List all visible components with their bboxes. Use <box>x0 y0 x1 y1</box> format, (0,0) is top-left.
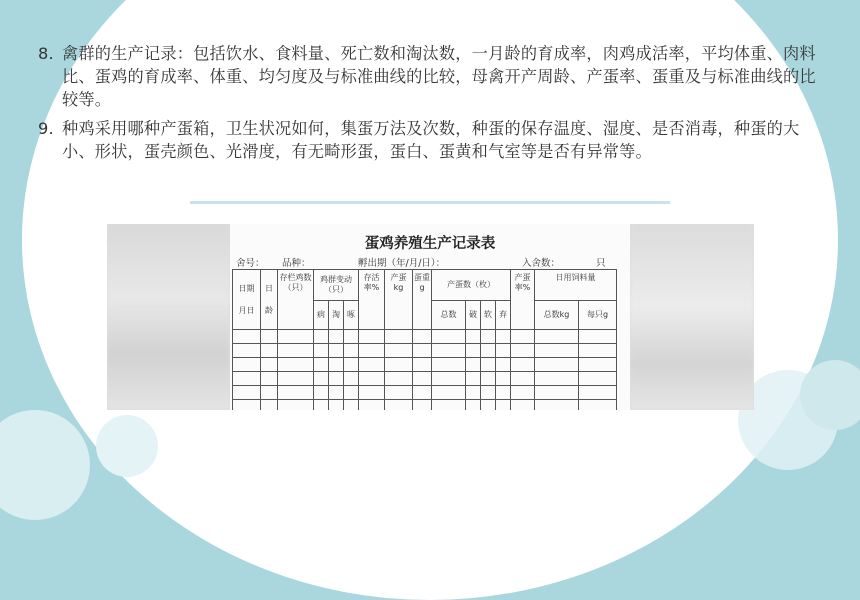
table-cell <box>413 372 432 386</box>
table-cell <box>579 358 617 372</box>
table-cell <box>359 386 385 400</box>
table-cell <box>511 358 535 372</box>
table-cell <box>278 400 314 411</box>
table-cell <box>385 400 413 411</box>
table-cell <box>413 344 432 358</box>
blurred-margin-right <box>630 224 754 410</box>
col-change: 鸡群变动（只） <box>314 270 359 301</box>
blurred-margin-left <box>107 224 230 410</box>
table-cell <box>359 344 385 358</box>
table-cell <box>233 372 261 386</box>
table-cell <box>466 386 481 400</box>
table-cell <box>261 344 278 358</box>
table-cell <box>511 330 535 344</box>
table-cell <box>432 344 466 358</box>
table-cell <box>385 386 413 400</box>
record-form-image <box>107 224 754 410</box>
table-cell <box>481 344 496 358</box>
table-cell <box>511 386 535 400</box>
table-cell <box>385 372 413 386</box>
table-cell <box>344 372 359 386</box>
table-cell <box>432 330 466 344</box>
table-cell <box>432 372 466 386</box>
col-soft: 软 <box>481 301 496 330</box>
table-cell <box>314 372 329 386</box>
col-sick: 病 <box>314 301 329 330</box>
table-cell <box>278 386 314 400</box>
table-row <box>233 344 617 358</box>
table-body <box>233 330 617 411</box>
table-cell <box>413 358 432 372</box>
table-cell <box>535 330 579 344</box>
table-cell <box>278 358 314 372</box>
table-cell <box>278 330 314 344</box>
col-culled: 淘 <box>329 301 344 330</box>
house-label: 舍号： <box>236 258 265 269</box>
table-cell <box>359 330 385 344</box>
table-cell <box>511 372 535 386</box>
record-table <box>232 269 617 410</box>
table-cell <box>432 386 466 400</box>
divider <box>190 201 670 204</box>
table-cell <box>579 386 617 400</box>
table-cell <box>385 344 413 358</box>
table-cell <box>261 372 278 386</box>
header-row <box>233 270 617 301</box>
table-cell <box>432 400 466 411</box>
table-cell <box>579 330 617 344</box>
table-cell <box>579 344 617 358</box>
table-cell <box>535 386 579 400</box>
table-cell <box>329 372 344 386</box>
table-row <box>233 400 617 411</box>
item-text: 禽群的生产记录：包括饮水、食料量、死亡数和淘汰数，一月龄的育成率，肉鸡成活率，平均体重、肉料比、蛋鸡的育成率、体重、均匀度及与标准曲线的比较，母禽开产周龄、产蛋率、蛋重及与标准曲线的比较等。 <box>62 44 816 109</box>
col-weight: 蛋重 g <box>413 270 432 330</box>
table-cell <box>344 344 359 358</box>
table-cell <box>233 400 261 411</box>
table-cell <box>278 372 314 386</box>
table-cell <box>359 400 385 411</box>
table-cell <box>329 386 344 400</box>
table-cell <box>466 330 481 344</box>
table-cell <box>329 330 344 344</box>
table-cell <box>329 400 344 411</box>
table-cell <box>481 386 496 400</box>
col-date: 日期 月日 <box>233 270 261 330</box>
table-cell <box>314 344 329 358</box>
table-cell <box>481 330 496 344</box>
table-cell <box>579 400 617 411</box>
table-row <box>233 372 617 386</box>
hatch-label: 孵出期（年/月/日）： <box>358 258 446 269</box>
item-list <box>38 42 828 169</box>
table-cell <box>314 330 329 344</box>
table-cell <box>314 358 329 372</box>
table-cell <box>466 358 481 372</box>
col-feed: 日用饲料量 <box>535 270 617 301</box>
table-cell <box>481 372 496 386</box>
entry-label: 入舍数： <box>522 258 561 269</box>
table-cell <box>466 400 481 411</box>
table-cell <box>496 330 511 344</box>
table-cell <box>233 344 261 358</box>
col-egg-count: 产蛋数（枚） <box>432 270 511 301</box>
col-prod: 产蛋 kg <box>385 270 413 330</box>
col-lay-rate: 产蛋率% <box>511 270 535 330</box>
table-cell <box>496 344 511 358</box>
item-text: 种鸡采用哪种产蛋箱，卫生状况如何，集蛋万法及次数，种蛋的保存温度、湿度、是否消毒，种蛋的大小、形状，蛋壳颜色、光滑度，有无畸形蛋，蛋白、蛋黄和气室等是否有异常等。 <box>62 119 800 161</box>
table-cell <box>413 400 432 411</box>
table-cell <box>535 372 579 386</box>
col-age: 日 龄 <box>261 270 278 330</box>
table-cell <box>261 358 278 372</box>
table-cell <box>261 386 278 400</box>
table-cell <box>344 386 359 400</box>
table-cell <box>511 344 535 358</box>
table-cell <box>261 400 278 411</box>
table-cell <box>359 358 385 372</box>
breed-label: 品种： <box>282 258 311 269</box>
table-cell <box>481 400 496 411</box>
table-row <box>233 330 617 344</box>
table-cell <box>413 330 432 344</box>
table-cell <box>344 400 359 411</box>
table-cell <box>496 400 511 411</box>
table-cell <box>261 330 278 344</box>
list-item <box>38 42 828 111</box>
table-cell <box>314 400 329 411</box>
col-dead: 啄 <box>344 301 359 330</box>
col-discard: 弃 <box>496 301 511 330</box>
item-number: 8. <box>38 44 54 63</box>
table-cell <box>359 372 385 386</box>
form-title: 蛋鸡养殖生产记录表 <box>364 235 496 252</box>
col-broken: 破 <box>466 301 481 330</box>
col-feed-each: 每只g <box>579 301 617 330</box>
table-cell <box>385 330 413 344</box>
table-cell <box>466 344 481 358</box>
table-cell <box>233 330 261 344</box>
table-cell <box>314 386 329 400</box>
table-cell <box>329 358 344 372</box>
table-cell <box>432 358 466 372</box>
list-item <box>38 117 828 163</box>
table-cell <box>344 358 359 372</box>
table-cell <box>481 358 496 372</box>
record-form <box>230 224 630 410</box>
col-stock: 存栏鸡数（只） <box>278 270 314 330</box>
table-cell <box>385 358 413 372</box>
table-row <box>233 358 617 372</box>
table-cell <box>466 372 481 386</box>
table-cell <box>233 358 261 372</box>
table-row <box>233 386 617 400</box>
table-cell <box>233 386 261 400</box>
entry-unit: 只 <box>596 258 606 269</box>
table-cell <box>579 372 617 386</box>
item-number: 9. <box>38 119 54 138</box>
table-cell <box>496 372 511 386</box>
table-cell <box>344 330 359 344</box>
table-cell <box>413 386 432 400</box>
table-cell <box>535 400 579 411</box>
table-cell <box>329 344 344 358</box>
table-cell <box>278 344 314 358</box>
col-survival: 存活率% <box>359 270 385 330</box>
table-cell <box>511 400 535 411</box>
col-total: 总数 <box>432 301 466 330</box>
table-cell <box>535 344 579 358</box>
decorative-circle <box>0 410 90 520</box>
table-cell <box>535 358 579 372</box>
table-cell <box>496 358 511 372</box>
decorative-circle <box>96 415 158 477</box>
table-cell <box>496 386 511 400</box>
col-feed-total: 总数kg <box>535 301 579 330</box>
